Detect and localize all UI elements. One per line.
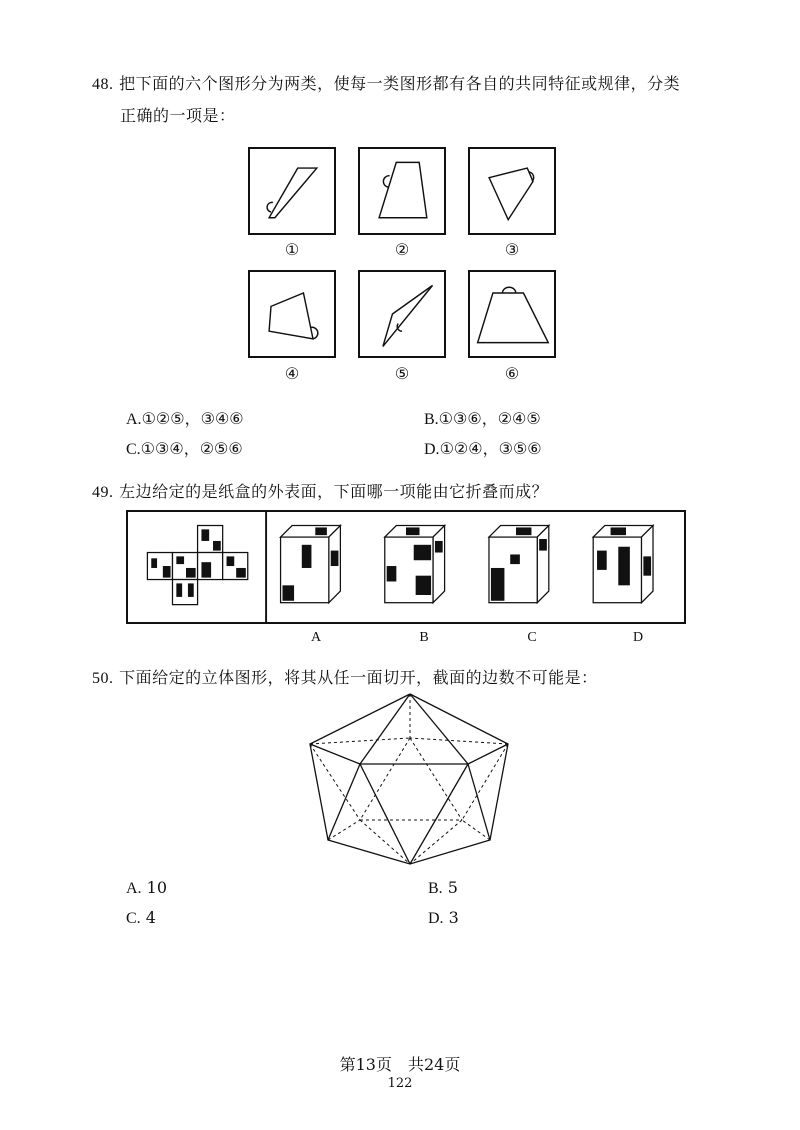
q48-option-c[interactable]: C.①③④，②⑤⑥ [126,439,243,458]
question-48-line1 [92,72,680,97]
q48-option-b[interactable]: B.①③⑥，②④⑤ [424,409,541,428]
question-50-number: 50. [92,670,114,687]
icosahedron-figure [300,688,520,868]
page-number: 122 [387,1076,413,1091]
figure-3-label: ③ [504,240,520,259]
question-50-text: 下面给定的立体图形，将其从任一面切开，截面的边数不可能是： [119,668,598,687]
question-49-number: 49. [92,484,114,501]
figure-1-shape [250,149,334,233]
q50-option-a[interactable]: A. 10 [126,878,168,897]
figure-6 [468,270,556,358]
q50-option-d[interactable]: D. 3 [428,908,459,927]
figure-2 [358,147,446,235]
cube-problem-figure [128,512,684,622]
cube-label-d[interactable]: D [632,630,644,645]
figure-5 [358,270,446,358]
figure-1 [248,147,336,235]
figure-2-shape [360,149,444,233]
figure-6-shape [470,272,554,356]
q48-option-a[interactable]: A.①②⑤，③④⑥ [126,409,244,428]
question-48-line2: 正确的一项是： [120,106,236,125]
page-info: 第13页 共24页 [339,1055,461,1074]
cube-problem-panel [126,510,686,624]
question-49 [92,480,548,505]
question-48-number: 48. [92,76,114,93]
q50-option-b[interactable]: B. 5 [428,878,458,897]
figure-3-shape [470,149,554,233]
figure-6-label: ⑥ [504,364,520,383]
figure-4 [248,270,336,358]
figure-2-label: ② [394,240,410,259]
q50-option-c[interactable]: C. 4 [126,908,156,927]
figure-3 [468,147,556,235]
cube-label-b[interactable]: B [419,630,429,645]
figure-5-shape [360,272,444,356]
q48-option-d[interactable]: D.①②④，③⑤⑥ [424,439,542,458]
figure-5-label: ⑤ [394,364,410,383]
cube-label-c[interactable]: C [527,630,537,645]
question-48-text: 把下面的六个图形分为两类，使每一类图形都有各自的共同特征或规律，分类 [119,74,681,93]
figure-4-label: ④ [284,364,300,383]
cube-label-a[interactable]: A [310,630,322,645]
question-49-text: 左边给定的是纸盒的外表面，下面哪一项能由它折叠而成？ [119,482,549,501]
figure-1-label: ① [284,240,300,259]
figure-4-shape [250,272,334,356]
